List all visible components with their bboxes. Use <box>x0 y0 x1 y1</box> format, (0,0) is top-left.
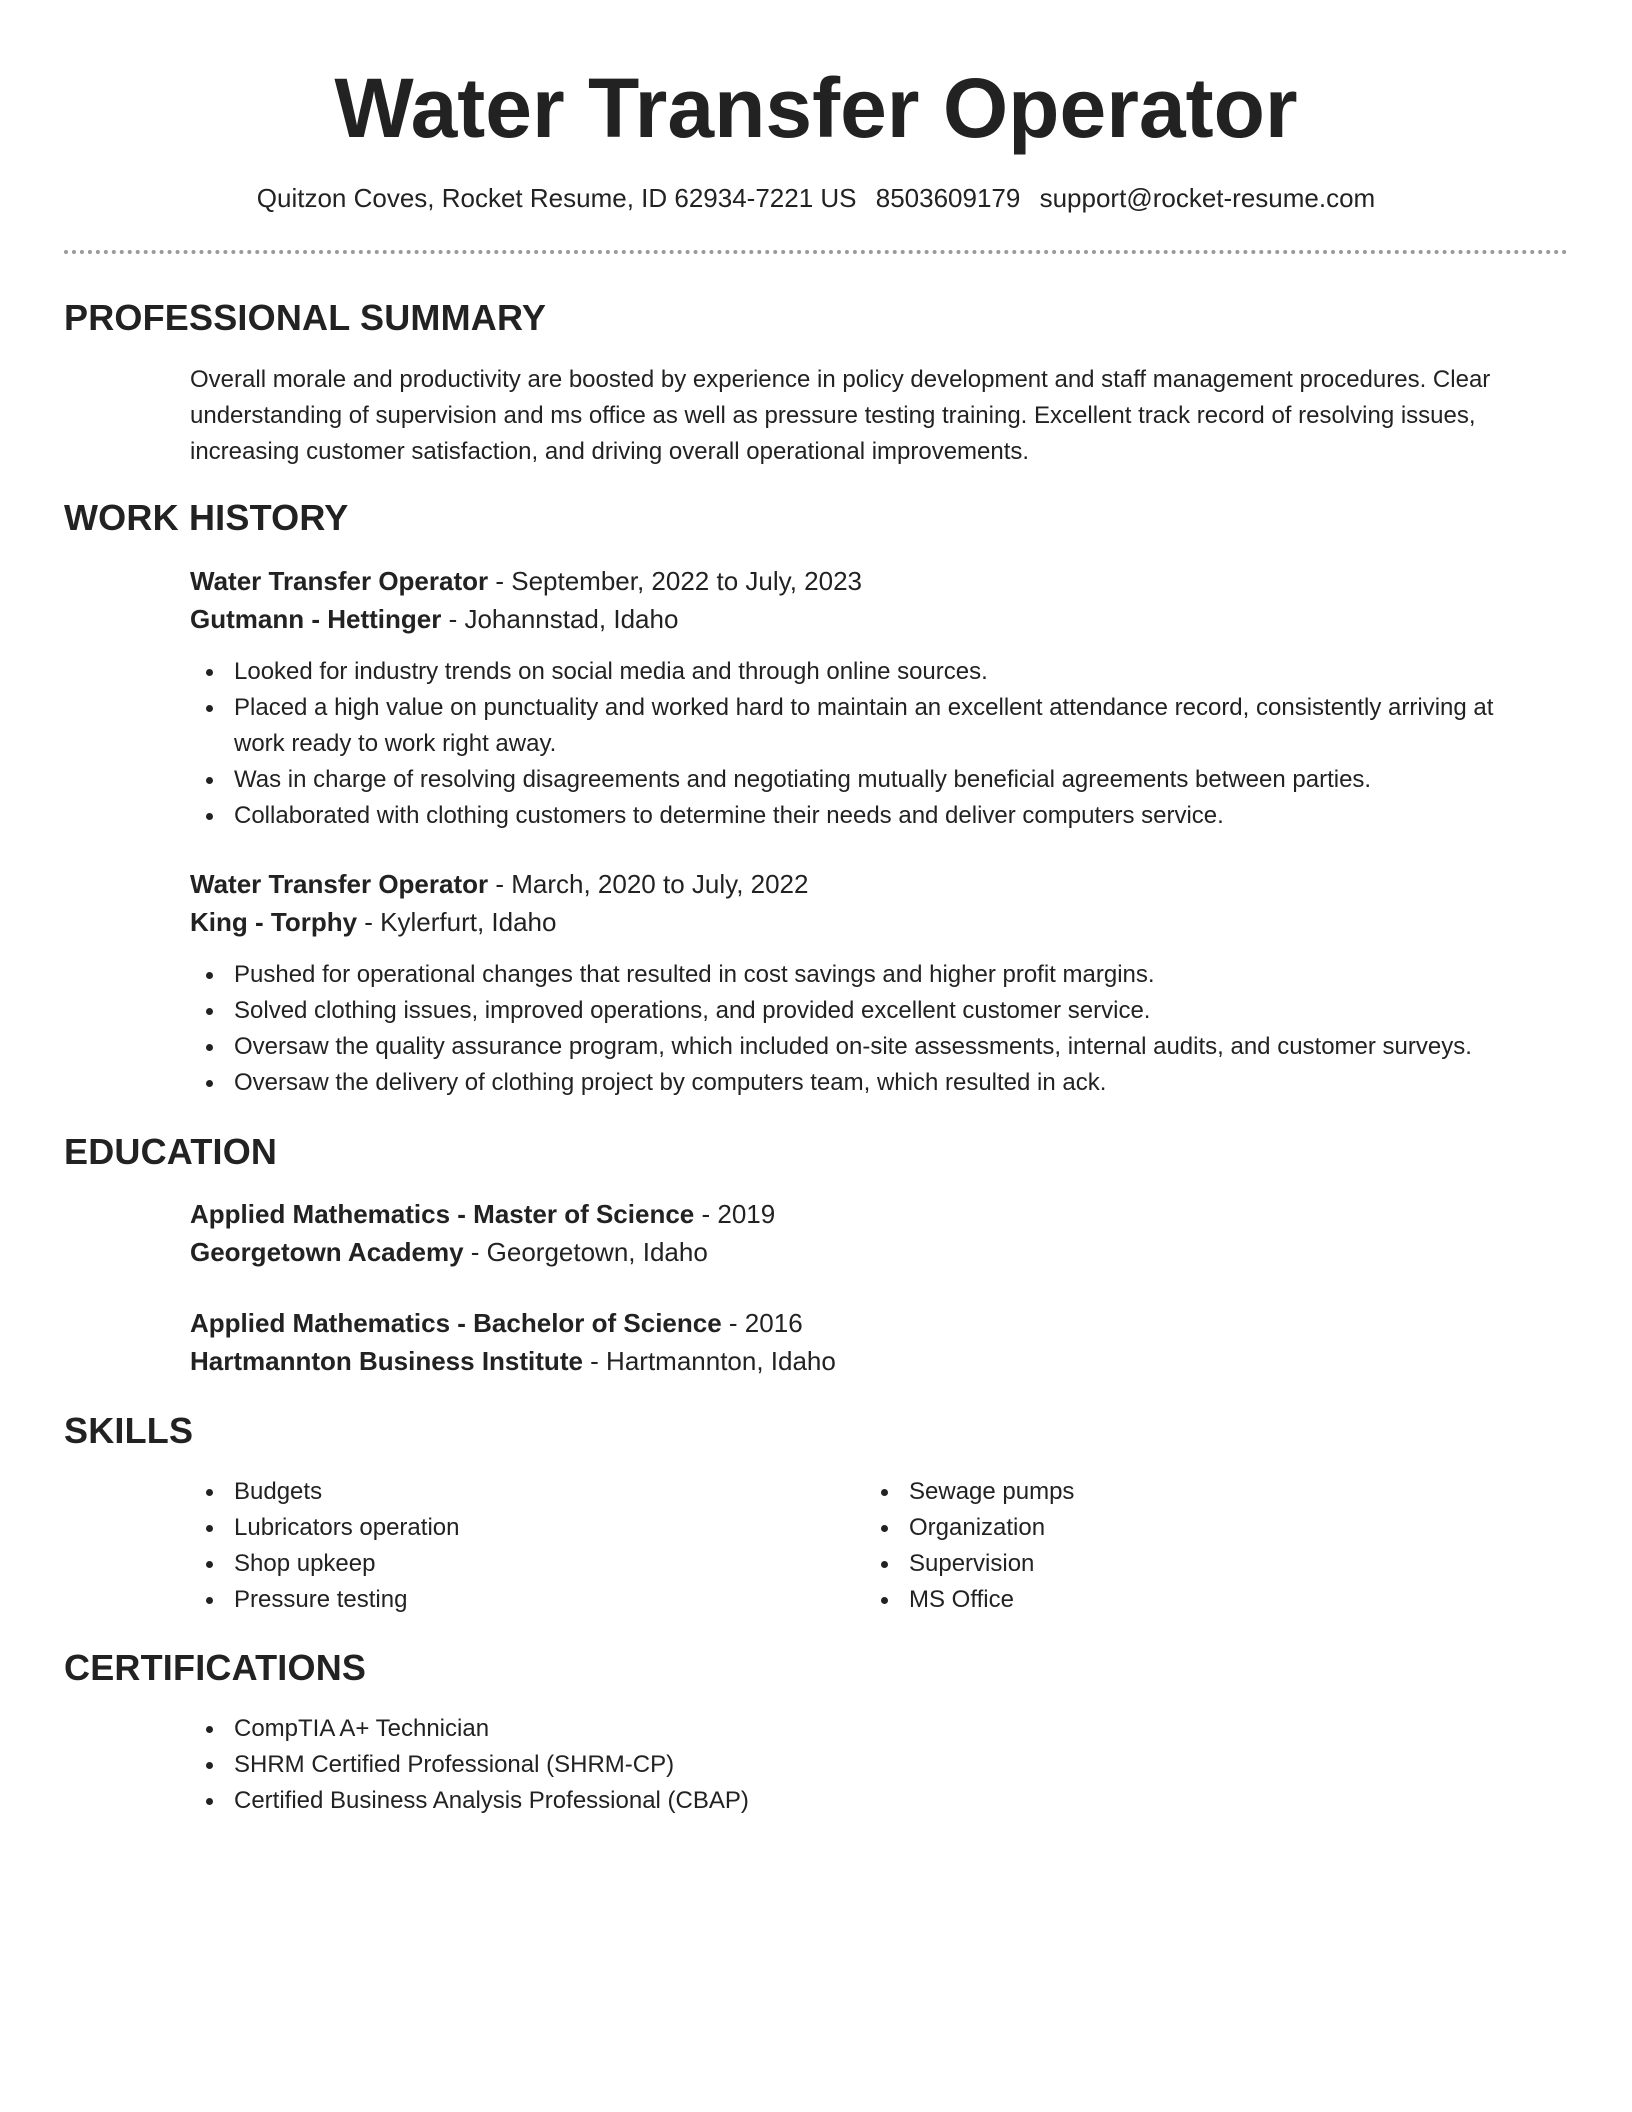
job-entry <box>190 865 1540 1101</box>
skill-item: Sewage pumps <box>865 1474 1540 1510</box>
contact-phone: 8503609179 <box>875 183 1021 213</box>
skill-item: Shop upkeep <box>190 1546 865 1582</box>
summary-block <box>190 362 1540 470</box>
job-dates: - March, 2020 to July, 2022 <box>488 869 809 899</box>
certifications-heading: CERTIFICATIONS <box>64 1647 367 1688</box>
school: Hartmannton Business Institute <box>190 1346 583 1376</box>
degree-year: - 2016 <box>721 1308 803 1338</box>
degree: Applied Mathematics - Bachelor of Science <box>190 1308 722 1338</box>
skills-block <box>190 1474 1540 1618</box>
job-role: Water Transfer Operator <box>190 566 489 596</box>
certifications-block <box>190 1711 1540 1819</box>
education-heading: EDUCATION <box>64 1131 278 1172</box>
school-location: - Hartmannton, Idaho <box>582 1346 836 1376</box>
list-item: Was in charge of resolving disagreements and negotiating mutually beneficial agreements between parties. <box>190 762 1540 798</box>
certification-item: SHRM Certified Professional (SHRM-CP) <box>190 1747 1540 1783</box>
skill-item: Pressure testing <box>190 1582 865 1618</box>
skills-column-left <box>190 1474 865 1618</box>
job-bullets <box>190 654 1540 834</box>
school-line <box>190 1342 1540 1380</box>
skills-heading: SKILLS <box>64 1410 194 1451</box>
header-divider <box>64 250 1568 254</box>
list-item: Solved clothing issues, improved operations, and provided excellent customer service. <box>190 993 1540 1029</box>
education-entry <box>190 1304 1540 1380</box>
job-title-line <box>190 865 1540 903</box>
job-title-line <box>190 562 1540 600</box>
work-history-heading: WORK HISTORY <box>64 497 349 538</box>
list-item: Placed a high value on punctuality and worked hard to maintain an excellent attendance record, consistently arriving at work ready to work right away. <box>190 690 1540 762</box>
job-entry <box>190 562 1540 834</box>
summary-heading: PROFESSIONAL SUMMARY <box>64 297 547 338</box>
job-role: Water Transfer Operator <box>190 869 489 899</box>
list-item: Oversaw the delivery of clothing project by computers team, which resulted in ack. <box>190 1065 1540 1101</box>
list-item: Looked for industry trends on social media and through online sources. <box>190 654 1540 690</box>
skill-item: MS Office <box>865 1582 1540 1618</box>
degree: Applied Mathematics - Master of Science <box>190 1199 695 1229</box>
job-location: - Kylerfurt, Idaho <box>357 907 557 937</box>
candidate-name: Water Transfer Operator <box>334 61 1298 155</box>
contact-email[interactable]: support@rocket-resume.com <box>1039 183 1376 213</box>
job-company-line <box>190 600 1540 638</box>
summary-text: Overall morale and productivity are boosted by experience in policy development and staff management procedures. Clear understanding of supervision and ms office as well as pressure testing training. Excellent track record of resolving issues, increasing customer satisfaction, and driving overall operational improvements. <box>190 366 1491 465</box>
skills-column-right <box>865 1474 1540 1618</box>
certification-item: CompTIA A+ Technician <box>190 1711 1540 1747</box>
job-bullets <box>190 957 1540 1101</box>
contact-line <box>0 180 1632 216</box>
school: Georgetown Academy <box>190 1237 464 1267</box>
skills-grid <box>190 1474 1540 1618</box>
skill-item: Organization <box>865 1510 1540 1546</box>
certification-item: Certified Business Analysis Professional (CBAP) <box>190 1783 1540 1819</box>
skill-item: Lubricators operation <box>190 1510 865 1546</box>
list-item: Oversaw the quality assurance program, which included on-site assessments, internal audits, and customer surveys. <box>190 1029 1540 1065</box>
degree-year: - 2019 <box>694 1199 776 1229</box>
school-line <box>190 1233 1540 1271</box>
skill-item: Supervision <box>865 1546 1540 1582</box>
certifications-list <box>190 1711 1540 1819</box>
school-location: - Georgetown, Idaho <box>463 1237 708 1267</box>
job-dates: - September, 2022 to July, 2023 <box>488 566 862 596</box>
degree-line <box>190 1195 1540 1233</box>
skill-item: Budgets <box>190 1474 865 1510</box>
job-company-line <box>190 903 1540 941</box>
education-entry <box>190 1195 1540 1271</box>
job-location: - Johannstad, Idaho <box>441 604 679 634</box>
job-company: King - Torphy <box>190 907 358 937</box>
job-company: Gutmann - Hettinger <box>190 604 442 634</box>
list-item: Collaborated with clothing customers to determine their needs and deliver computers service. <box>190 798 1540 834</box>
degree-line <box>190 1304 1540 1342</box>
list-item: Pushed for operational changes that resulted in cost savings and higher profit margins. <box>190 957 1540 993</box>
contact-address: Quitzon Coves, Rocket Resume, ID 62934-7221 US <box>256 183 857 213</box>
